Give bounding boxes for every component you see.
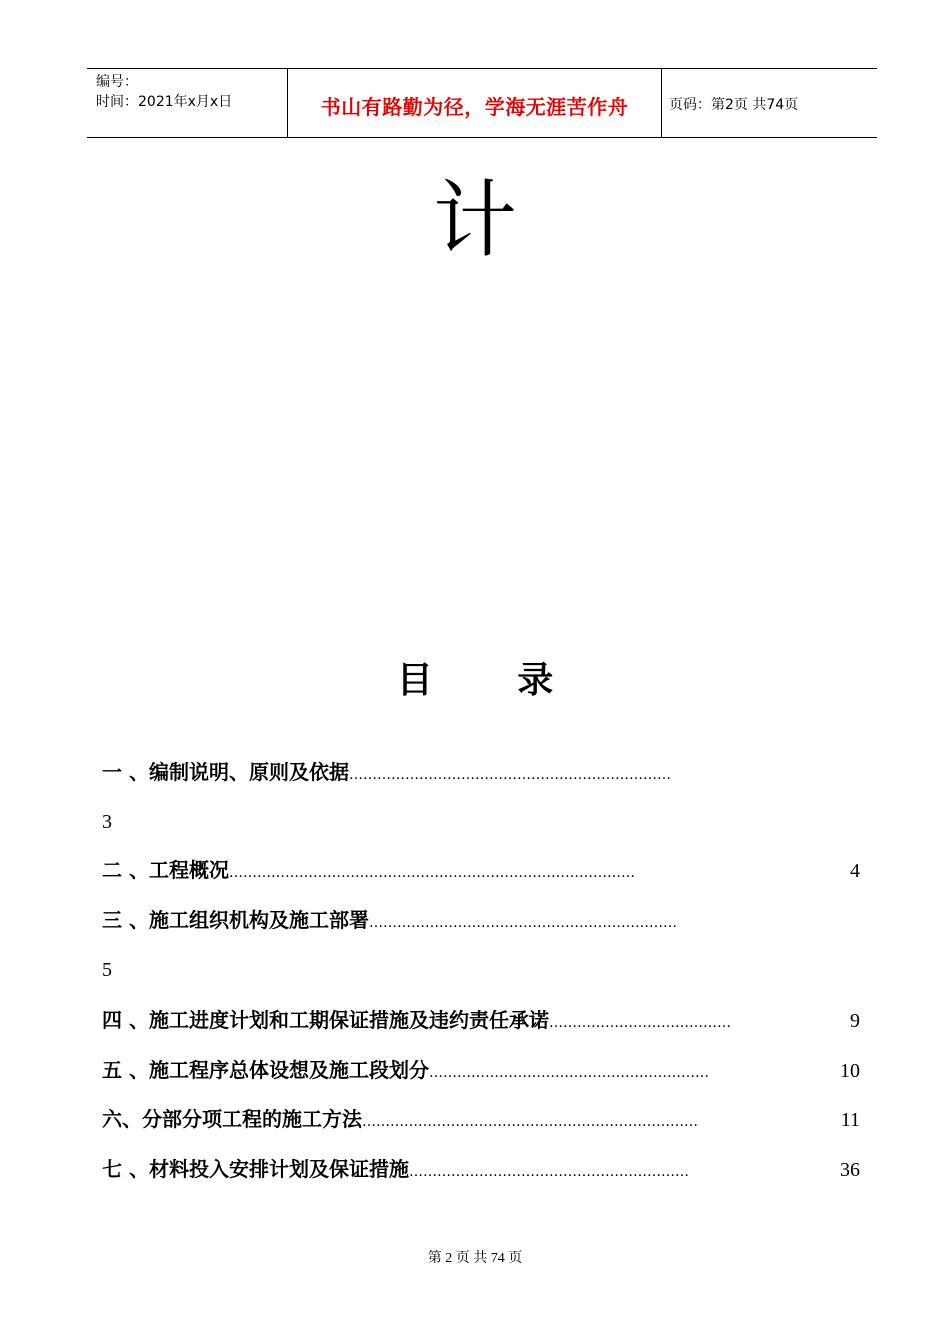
header-motto-cell: [287, 69, 662, 137]
toc-entry-label: 三 、施工组织机构及施工部署: [102, 908, 369, 932]
toc-entry-page: 4: [850, 860, 860, 882]
toc-title: 目 录: [396, 660, 590, 701]
toc-entry-dots: ……………………………………………………………: [348, 767, 671, 783]
toc-entry[interactable]: [102, 1157, 860, 1184]
toc-entry-label: 一 、编制说明、原则及依据: [102, 760, 349, 784]
toc-entry-page: 11: [840, 1109, 860, 1131]
toc-entry-dots: ………………………………………………………………: [362, 1114, 698, 1130]
toc-entry[interactable]: [102, 858, 860, 885]
toc-entry-dots: ……………………………………………………: [428, 1065, 709, 1081]
toc-entry-page: 36: [840, 1159, 860, 1181]
toc-entry-label: 六、分部分项工程的施工方法: [102, 1107, 362, 1131]
title-fragment: 计: [432, 171, 517, 269]
page-footer: 第 2 页 共 74 页: [427, 1251, 523, 1266]
toc-entry-page: 9: [850, 1010, 860, 1032]
toc-entry-label: 七 、材料投入安排计划及保证措施: [102, 1157, 409, 1181]
toc-entry-label: 四 、施工进度计划和工期保证措施及违约责任承诺: [102, 1008, 549, 1032]
header-page-cell: [661, 69, 877, 137]
toc-entry[interactable]: [102, 908, 860, 935]
toc-entry-dots: …………………………………………………………: [368, 915, 677, 931]
toc-entry-page: 5: [102, 959, 112, 981]
toc-entry[interactable]: [102, 1058, 860, 1085]
toc-entry-dots: ……………………………………………………: [408, 1164, 689, 1180]
doc-time-label: 时间：2021年x月x日: [96, 94, 233, 110]
header-motto: 书山有路勤为径，学海无涯苦作舟: [320, 95, 629, 119]
page-header: [87, 68, 877, 138]
doc-number-label: 编号：: [96, 74, 138, 90]
toc-entry-page: 10: [840, 1060, 860, 1082]
toc-entry[interactable]: [102, 1008, 860, 1035]
toc-entry-page: 3: [102, 811, 112, 833]
toc-entry-dots: ……………………………………………………………………………: [228, 865, 635, 881]
toc-entry[interactable]: [102, 1107, 860, 1134]
header-page-code: 页码：第2页 共74页: [669, 97, 799, 113]
toc-entry[interactable]: [102, 760, 860, 787]
toc-entry-label: 五 、施工程序总体设想及施工段划分: [102, 1058, 429, 1082]
header-info-cell: [87, 69, 287, 137]
toc-entry-label: 二 、工程概况: [102, 858, 229, 882]
toc-entry-dots: …………………………………: [548, 1015, 731, 1031]
